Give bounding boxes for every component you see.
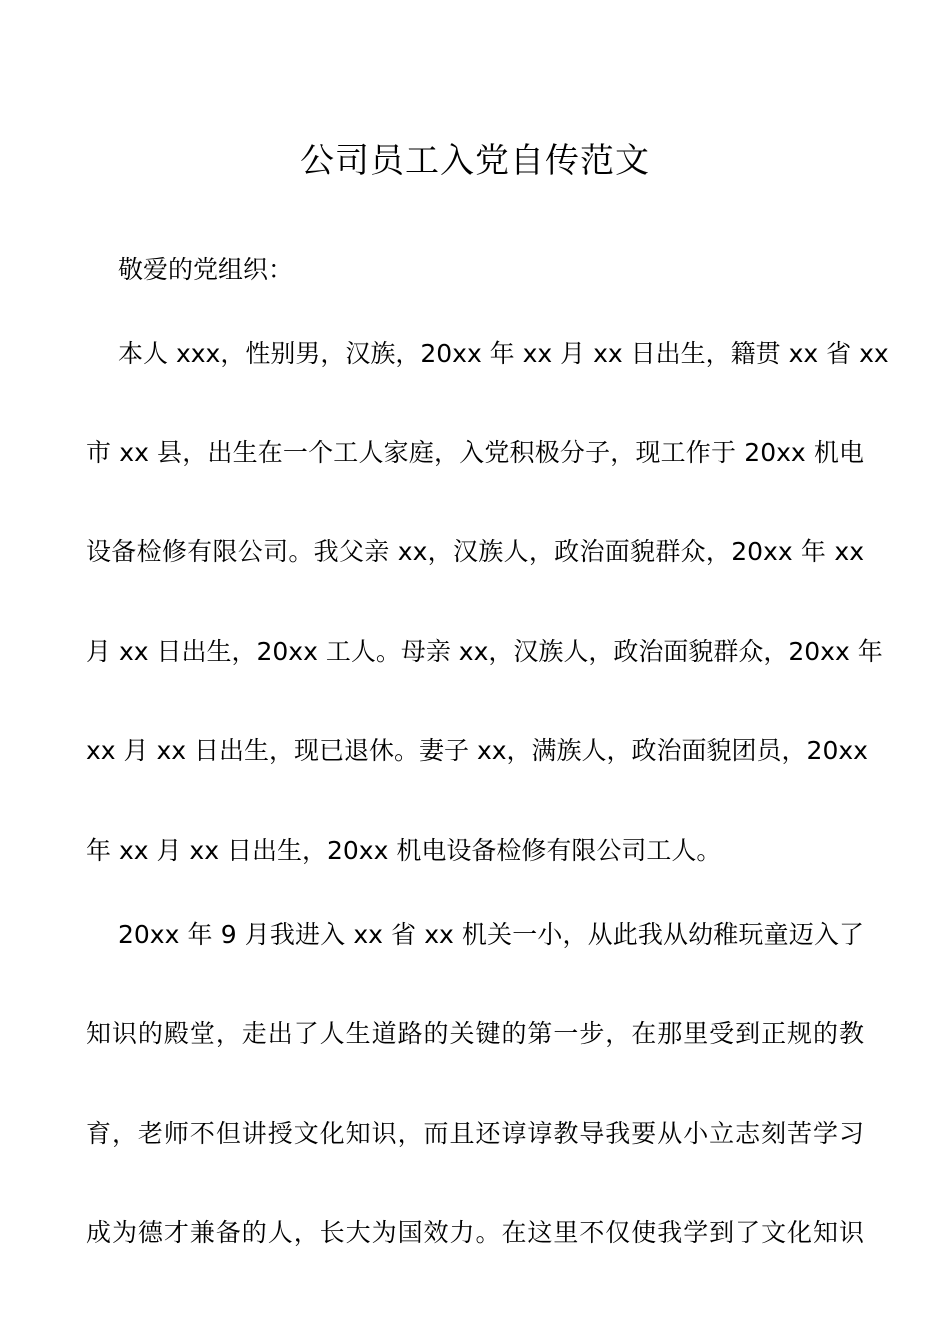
- paragraph-1-line-1: 本人 xxx，性别男，汉族，20xx 年 xx 月 xx 日出生，籍贯 xx 省 xx: [118, 339, 889, 368]
- paragraph-2-line-2: 知识的殿堂，走出了人生道路的关键的第一步，在那里受到正规的教: [86, 1019, 864, 1048]
- paragraph-2-line-1: 20xx 年 9 月我进入 xx 省 xx 机关一小，从此我从幼稚玩童迈入了: [118, 920, 864, 949]
- paragraph-1-line-4: 月 xx 日出生，20xx 工人。母亲 xx，汉族人，政治面貌群众，20xx 年: [86, 637, 883, 666]
- document-title: 公司员工入党自传范文: [300, 141, 650, 181]
- paragraph-1-line-6: 年 xx 月 xx 日出生，20xx 机电设备检修有限公司工人。: [86, 836, 722, 865]
- paragraph-1-line-3: 设备检修有限公司。我父亲 xx，汉族人，政治面貌群众，20xx 年 xx: [86, 537, 864, 566]
- paragraph-2-line-4: 成为德才兼备的人，长大为国效力。在这里不仅使我学到了文化知识: [86, 1218, 864, 1247]
- paragraph-1-line-5: xx 月 xx 日出生，现已退休。妻子 xx，满族人，政治面貌团员，20xx: [86, 736, 868, 765]
- paragraph-2-line-3: 育，老师不但讲授文化知识，而且还谆谆教导我要从小立志刻苦学习: [86, 1119, 864, 1148]
- paragraph-1-line-2: 市 xx 县，出生在一个工人家庭，入党积极分子，现工作于 20xx 机电: [86, 438, 864, 467]
- salutation: 敬爱的党组织：: [118, 255, 294, 284]
